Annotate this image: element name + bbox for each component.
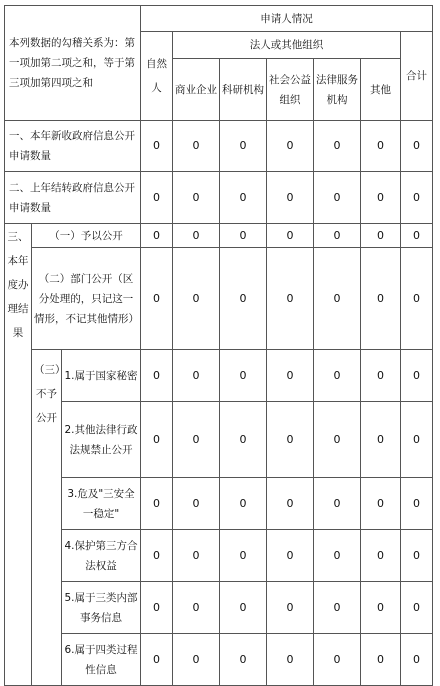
cell-value: 0	[173, 478, 220, 530]
cell-value: 0	[173, 172, 220, 224]
cell-value: 0	[314, 530, 361, 582]
cell-value: 0	[267, 530, 314, 582]
cell-value: 0	[141, 478, 173, 530]
cell-value: 0	[401, 530, 433, 582]
cell-value: 0	[401, 634, 433, 686]
cell-value: 0	[141, 172, 173, 224]
cell-value: 0	[220, 172, 267, 224]
cell-value: 0	[361, 582, 401, 634]
cell-value: 0	[361, 248, 401, 350]
table-row	[5, 121, 433, 172]
table-row	[5, 478, 433, 530]
law-header: 法律服务机构	[314, 59, 361, 121]
row-label: （二）部门公开（区分处理的，只记这一情形，不记其他情形）	[32, 248, 141, 350]
row-label: 6.属于四类过程性信息	[62, 634, 141, 686]
applicant-header: 申请人情况	[141, 6, 433, 32]
cell-value: 0	[220, 402, 267, 478]
table-row	[5, 402, 433, 478]
cell-value: 0	[267, 478, 314, 530]
cell-value: 0	[314, 224, 361, 248]
total-header: 合计	[401, 32, 433, 121]
row-label: 1.属于国家秘密	[62, 350, 141, 402]
table-row	[5, 530, 433, 582]
cell-value: 0	[267, 350, 314, 402]
cell-value: 0	[361, 402, 401, 478]
cell-value: 0	[314, 478, 361, 530]
cell-value: 0	[267, 121, 314, 172]
natural-person-header: 自然人	[141, 32, 173, 121]
cell-value: 0	[173, 634, 220, 686]
cell-value: 0	[314, 350, 361, 402]
cell-value: 0	[314, 634, 361, 686]
cell-value: 0	[220, 224, 267, 248]
cell-value: 0	[361, 530, 401, 582]
row-label: 5.属于三类内部事务信息	[62, 582, 141, 634]
cell-value: 0	[401, 582, 433, 634]
relation-note: 本列数据的勾稽关系为：第一项加第二项之和，等于第三项加第四项之和	[5, 6, 141, 121]
cell-value: 0	[173, 530, 220, 582]
cell-value: 0	[173, 582, 220, 634]
cell-value: 0	[173, 402, 220, 478]
cell-value: 0	[314, 121, 361, 172]
cell-value: 0	[401, 224, 433, 248]
cell-value: 0	[401, 478, 433, 530]
table-row	[5, 350, 433, 402]
cell-value: 0	[220, 582, 267, 634]
cell-value: 0	[173, 248, 220, 350]
nondisclose-label: （三）不予公开	[32, 350, 62, 686]
legal-entity-header: 法人或其他组织	[173, 32, 401, 59]
cell-value: 0	[267, 634, 314, 686]
cell-value: 0	[141, 121, 173, 172]
cell-value: 0	[401, 121, 433, 172]
table-row	[5, 582, 433, 634]
social-header: 社会公益组织	[267, 59, 314, 121]
cell-value: 0	[361, 121, 401, 172]
cell-value: 0	[401, 350, 433, 402]
row-label: （一）予以公开	[32, 224, 141, 248]
table-row	[5, 224, 433, 248]
cell-value: 0	[220, 248, 267, 350]
cell-value: 0	[141, 530, 173, 582]
cell-value: 0	[141, 582, 173, 634]
cell-value: 0	[141, 402, 173, 478]
cell-value: 0	[141, 224, 173, 248]
cell-value: 0	[220, 530, 267, 582]
cell-value: 0	[220, 478, 267, 530]
cell-value: 0	[401, 248, 433, 350]
cell-value: 0	[220, 121, 267, 172]
cell-value: 0	[173, 224, 220, 248]
cell-value: 0	[267, 172, 314, 224]
disclosure-table	[4, 5, 433, 686]
cell-value: 0	[141, 248, 173, 350]
business-header: 商业企业	[173, 59, 220, 121]
cell-value: 0	[173, 121, 220, 172]
row-label: 2.其他法律行政法规禁止公开	[62, 402, 141, 478]
row-label: 3.危及"三安全一稳定"	[62, 478, 141, 530]
cell-value: 0	[314, 172, 361, 224]
row-label: 二、上年结转政府信息公开申请数量	[5, 172, 141, 224]
row-label: 4.保护第三方合法权益	[62, 530, 141, 582]
cell-value: 0	[401, 402, 433, 478]
research-header: 科研机构	[220, 59, 267, 121]
cell-value: 0	[267, 582, 314, 634]
cell-value: 0	[361, 350, 401, 402]
cell-value: 0	[141, 350, 173, 402]
cell-value: 0	[314, 582, 361, 634]
cell-value: 0	[361, 634, 401, 686]
table-row	[5, 248, 433, 350]
other-header: 其他	[361, 59, 401, 121]
result-label: 三、本年度办理结果	[5, 224, 32, 686]
cell-value: 0	[267, 224, 314, 248]
cell-value: 0	[314, 402, 361, 478]
table-row	[5, 634, 433, 686]
cell-value: 0	[361, 224, 401, 248]
cell-value: 0	[361, 478, 401, 530]
cell-value: 0	[220, 634, 267, 686]
cell-value: 0	[267, 248, 314, 350]
table-row	[5, 172, 433, 224]
cell-value: 0	[220, 350, 267, 402]
cell-value: 0	[314, 248, 361, 350]
cell-value: 0	[173, 350, 220, 402]
row-label: 一、本年新收政府信息公开申请数量	[5, 121, 141, 172]
cell-value: 0	[401, 172, 433, 224]
cell-value: 0	[141, 634, 173, 686]
cell-value: 0	[361, 172, 401, 224]
cell-value: 0	[267, 402, 314, 478]
